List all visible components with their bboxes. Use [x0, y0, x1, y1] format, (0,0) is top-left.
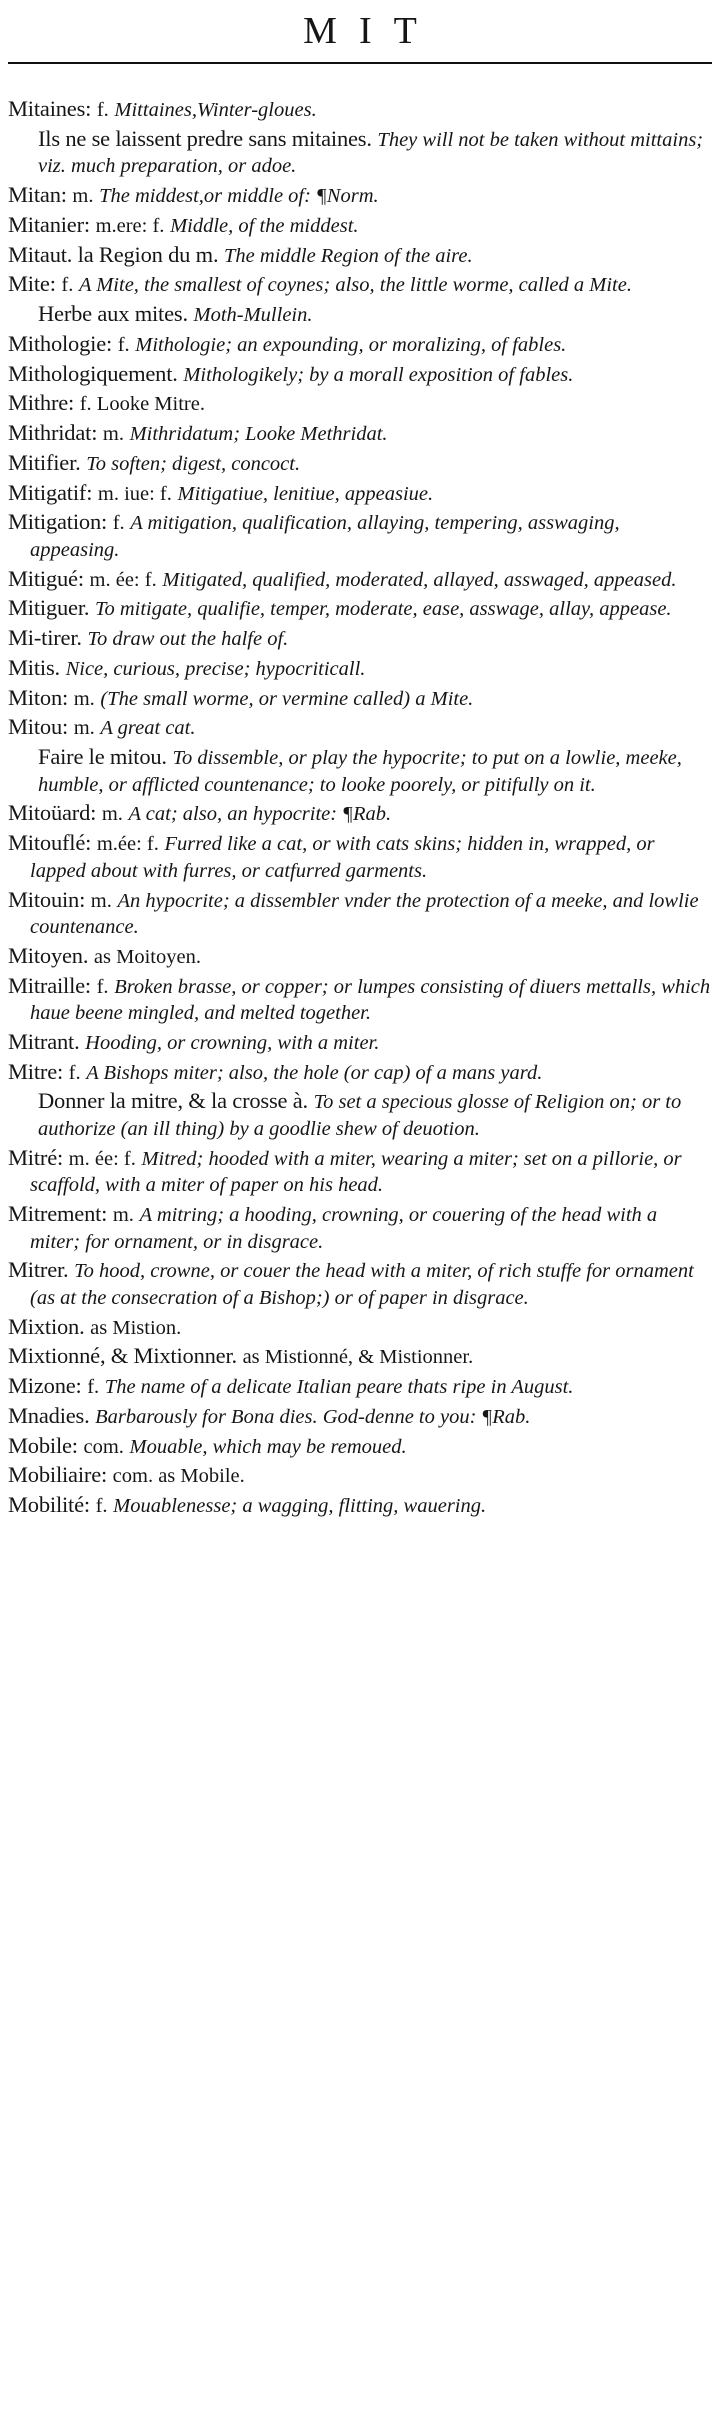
entry-grammar: m.: [73, 717, 95, 740]
entry-headword: Mitrer.: [8, 1257, 69, 1283]
dictionary-entry: [8, 1201, 712, 1254]
entry-grammar: f.: [87, 1376, 100, 1399]
entry-grammar: f.: [61, 274, 74, 297]
entry-headword: Mitoüard:: [8, 800, 97, 826]
dictionary-entry: [8, 1373, 712, 1400]
entry-headword: Mobiliaire:: [8, 1462, 108, 1488]
entry-definition: The middle Region of the aire.: [224, 244, 473, 267]
entry-definition: The middest,or middle of: ¶Norm.: [99, 185, 379, 208]
dictionary-entry: [8, 1257, 712, 1310]
entry-headword: Miton:: [8, 684, 69, 710]
entry-grammar: com. as Mobile.: [112, 1465, 245, 1488]
entry-definition: Mithologie; an expounding, or moralizing, of fables.: [135, 333, 567, 356]
entry-grammar: f.: [68, 1061, 81, 1084]
dictionary-entry: [8, 182, 712, 209]
entry-headword: Mizone:: [8, 1373, 82, 1399]
entry-definition: A Mite, the smallest of coynes; also, the little worme, called a Mite.: [78, 274, 632, 297]
entry-headword: Mitiguer.: [8, 595, 90, 621]
dictionary-entry: [8, 887, 712, 940]
sub-entry: [16, 301, 712, 328]
dictionary-entry: [8, 973, 712, 1026]
entry-headword: Mithologie:: [8, 330, 113, 356]
entry-grammar: m. ée: f.: [68, 1147, 136, 1170]
entry-headword: Mitigué:: [8, 565, 84, 591]
entry-definition: A cat; also, an hypocrite: ¶Rab.: [128, 803, 392, 826]
entry-definition: To hood, crowne, or couer the head with a miter, of rich stuffe for ornament (as at the consecration of a Bishop;) or of paper in disgrace.: [30, 1260, 694, 1309]
dictionary-entry: [8, 625, 712, 652]
entry-definition: Mitigated, qualified, moderated, allayed, asswaged, appeased.: [162, 568, 677, 591]
entry-headword: Donner la mitre, & la crosse à.: [38, 1088, 308, 1114]
entry-definition: A mitring; a hooding, crowning, or couering of the head with a miter; for ornament, or in disgrace.: [30, 1204, 658, 1253]
entry-headword: Mithridat:: [8, 420, 98, 446]
entry-headword: Herbe aux mites.: [38, 301, 188, 327]
dictionary-entry: [8, 361, 712, 388]
dictionary-entry: [8, 1029, 712, 1056]
entry-headword: Mnadies.: [8, 1402, 90, 1428]
entry-grammar: m.: [72, 185, 94, 208]
entry-headword: Mitifier.: [8, 449, 81, 475]
entry-headword: Mitouflé:: [8, 830, 92, 856]
entry-headword: Mitis.: [8, 654, 60, 680]
entry-headword: Mitou:: [8, 714, 69, 740]
dictionary-entry: [8, 390, 712, 417]
entry-definition: A Bishops miter; also, the hole (or cap) of a mans yard.: [86, 1061, 543, 1084]
entry-headword: Ils ne se laissent predre sans mitaines.: [38, 125, 372, 151]
entry-headword: Mitigatif:: [8, 479, 93, 505]
dictionary-entry: [8, 242, 712, 269]
entry-headword: Mitaines:: [8, 96, 92, 121]
dictionary-entry: [8, 1433, 712, 1460]
dictionary-entry: [8, 595, 712, 622]
entry-definition: The name of a delicate Italian peare thats ripe in August.: [104, 1376, 574, 1399]
entry-headword: Mitan:: [8, 182, 67, 208]
entry-definition: Mittaines,Winter-gloues.: [114, 99, 317, 121]
dictionary-entry: [8, 1403, 712, 1430]
entry-grammar: as Mistionné, & Mistionner.: [242, 1346, 474, 1369]
entry-grammar: as Mistion.: [90, 1316, 182, 1339]
entry-grammar: m. iue: f.: [97, 482, 172, 505]
sub-entry: [16, 1088, 712, 1141]
sub-entry: [16, 744, 712, 797]
entry-definition: To draw out the halfe of.: [87, 628, 289, 651]
entry-headword: Mitre:: [8, 1058, 64, 1084]
entry-grammar: m.: [112, 1204, 134, 1226]
header-rule: [8, 62, 712, 64]
entry-definition: Nice, curious, precise; hypocriticall.: [65, 657, 366, 680]
dictionary-entry: [8, 509, 712, 562]
entry-headword: Mitigation:: [8, 509, 108, 535]
dictionary-entry: [8, 1343, 712, 1370]
dictionary-entry: [8, 714, 712, 741]
entry-grammar: m.: [101, 803, 123, 826]
entry-grammar: as Moitoyen.: [93, 945, 201, 968]
entry-definition: Mithridatum; Looke Methridat.: [129, 423, 388, 446]
entry-headword: Mobilité:: [8, 1492, 90, 1518]
entry-definition: An hypocrite; a dissembler vnder the protection of a meeke, and lowlie countenance.: [30, 889, 699, 939]
dictionary-entry: [8, 1314, 712, 1341]
entry-definition: Mithologikely; by a morall exposition of fables.: [183, 363, 574, 386]
entry-headword: Mi-tirer.: [8, 625, 82, 651]
dictionary-entry: [8, 420, 712, 447]
entry-headword: Faire le mitou.: [38, 744, 167, 770]
entry-definition: A great cat.: [100, 717, 196, 740]
entry-headword: Mitré:: [8, 1144, 64, 1170]
entry-grammar: f. Looke Mitre.: [79, 393, 205, 416]
entry-grammar: com.: [83, 1435, 124, 1458]
entry-grammar: m.: [102, 423, 124, 446]
entry-definition: Mouable, which may be remoued.: [129, 1435, 407, 1458]
dictionary-entry: [8, 943, 712, 970]
entry-headword: Mitraille:: [8, 972, 91, 998]
dictionary-entry: [8, 1462, 712, 1489]
entry-grammar: f.: [117, 333, 130, 356]
dictionary-entry: [8, 1492, 712, 1519]
dictionary-entry: [8, 1059, 712, 1086]
entry-definition: A mitigation, qualification, allaying, tempering, asswaging, appeasing.: [30, 512, 620, 561]
entry-definition: To mitigate, qualifie, temper, moderate, ease, asswage, allay, appease.: [94, 598, 672, 621]
entry-grammar: m.ere: f.: [95, 214, 165, 237]
entry-headword: Mitoyen.: [8, 942, 89, 968]
entry-grammar: m.: [90, 889, 112, 912]
dictionary-entry: [8, 480, 712, 507]
dictionary-entry: [8, 1145, 712, 1198]
entry-definition: Mitred; hooded with a miter, wearing a miter; set on a pillorie, or scaffold, with a miter of paper on his head.: [30, 1147, 682, 1197]
dictionary-entry: [8, 830, 712, 883]
entry-definition: Mitigatiue, lenitiue, appeasiue.: [177, 482, 434, 505]
entry-definition: Broken brasse, or copper; or lumpes consisting of diuers mettalls, which haue beene mingled, and melted together.: [30, 975, 711, 1025]
entry-list: [8, 96, 712, 1519]
entry-definition: Furred like a cat, or with cats skins; hidden in, wrapped, or lapped about with furres, or catfurred garments.: [30, 833, 655, 882]
sub-entry: [16, 126, 712, 179]
entry-grammar: f.: [95, 1495, 108, 1518]
dictionary-entry: [8, 271, 712, 298]
entry-headword: Mitrant.: [8, 1028, 80, 1054]
entry-definition: To set a specious glosse of Religion on; or to authorize (an ill thing) by a goodlie shew of deuotion.: [38, 1091, 682, 1140]
entry-headword: Mixtion.: [8, 1313, 85, 1339]
entry-headword: Mite:: [8, 271, 56, 297]
dictionary-entry: [8, 450, 712, 477]
dictionary-entry: [8, 800, 712, 827]
entry-headword: Mithologiquement.: [8, 360, 178, 386]
dictionary-entry: [8, 566, 712, 593]
entry-grammar: f.: [112, 512, 125, 535]
entry-definition: Hooding, or crowning, with a miter.: [85, 1031, 380, 1054]
entry-headword: Mitaut. la Region du m.: [8, 241, 219, 267]
dictionary-entry: [8, 96, 712, 123]
dictionary-entry: [8, 685, 712, 712]
entry-definition: Middle, of the middest.: [170, 214, 359, 237]
dictionary-entry: [8, 655, 712, 682]
dictionary-entry: [8, 331, 712, 358]
page-header: MIT: [303, 10, 439, 52]
entry-headword: Mitanier:: [8, 211, 90, 237]
entry-headword: Mitouin:: [8, 886, 86, 912]
entry-headword: Mithre:: [8, 390, 75, 416]
entry-definition: Barbarously for Bona dies. God-denne to you: ¶Rab.: [95, 1405, 531, 1428]
entry-definition: Mouablenesse; a wagging, flitting, wauering.: [113, 1495, 487, 1518]
entry-definition: Moth-Mullein.: [193, 304, 313, 327]
entry-headword: Mixtionné, & Mixtionner.: [8, 1343, 237, 1369]
entry-headword: Mobile:: [8, 1432, 78, 1458]
entry-grammar: m.ée: f.: [96, 833, 159, 856]
entry-headword: Mitrement:: [8, 1201, 108, 1226]
entry-grammar: f.: [96, 975, 109, 998]
dictionary-entry: [8, 212, 712, 239]
entry-grammar: f.: [96, 99, 109, 121]
entry-grammar: m.: [73, 687, 95, 710]
entry-definition: (The small worme, or vermine called) a Mite.: [100, 687, 474, 710]
entry-grammar: m. ée: f.: [89, 568, 157, 591]
entry-definition: They will not be taken without mittains; viz. much preparation, or adoe.: [38, 128, 704, 178]
entry-definition: To soften; digest, concoct.: [86, 452, 301, 475]
entry-definition: To dissemble, or play the hypocrite; to put on a lowlie, meeke, humble, or afflicted countenance; to looke poorely, or pitifully on it.: [38, 747, 682, 796]
